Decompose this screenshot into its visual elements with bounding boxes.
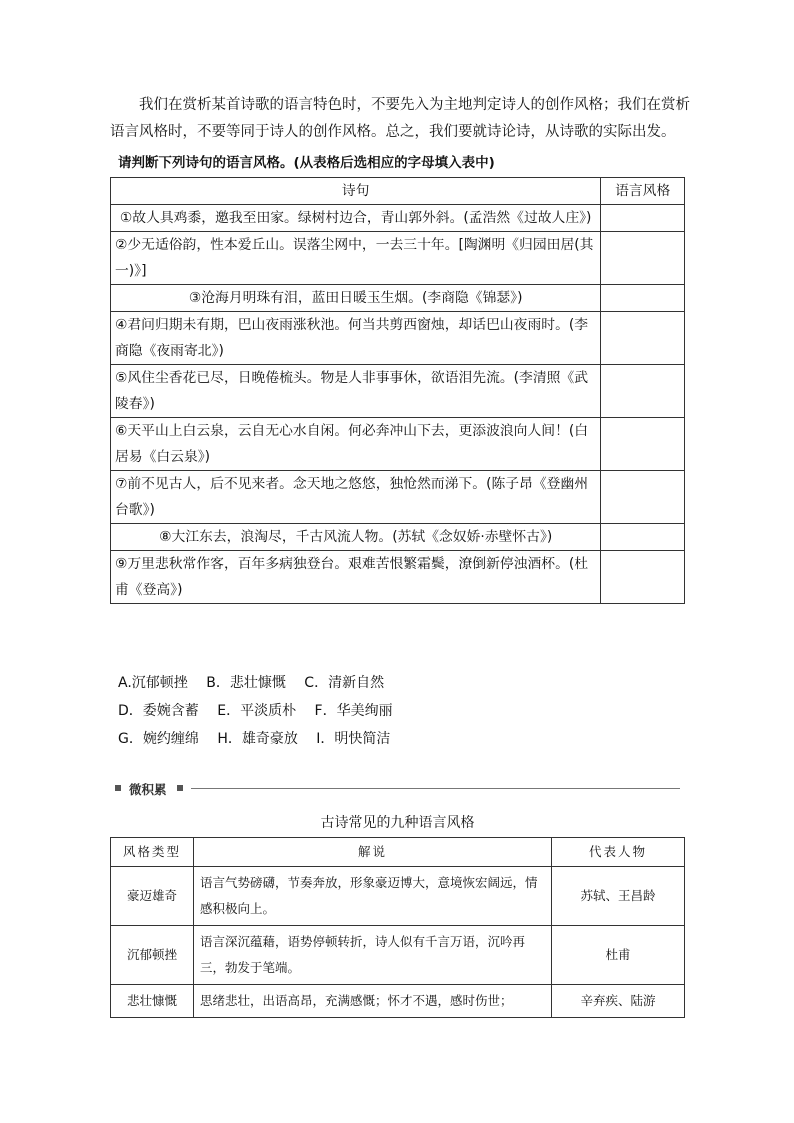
poem-cell: ⑦前不见古人，后不见来者。念天地之悠悠，独怆然而涕下。(陈子昂《登幽州台歌》)	[111, 471, 601, 524]
answer-cell[interactable]	[601, 312, 685, 365]
table-row	[111, 365, 685, 418]
header-poem: 诗句	[111, 178, 601, 205]
table-row	[111, 867, 685, 926]
instruction-text: 请判断下列诗句的语言风格。(从表格后选相应的字母填入表中)	[118, 155, 495, 171]
style-table-title: 古诗常见的九种语言风格	[320, 815, 475, 831]
poem-cell: ⑨万里悲秋常作客，百年多病独登台。艰难苦恨繁霜鬓，潦倒新停浊酒杯。(杜甫《登高》)	[111, 551, 601, 604]
poem-table	[110, 177, 685, 604]
header-people: 代表人物	[552, 838, 685, 867]
square-bullet-icon	[115, 785, 121, 791]
options-row	[118, 697, 407, 725]
style-people-cell: 杜甫	[552, 926, 685, 985]
option-e: E．平淡质朴	[217, 703, 297, 719]
option-f: F．华美绚丽	[314, 703, 393, 719]
table-row	[111, 926, 685, 985]
header-desc: 解说	[194, 838, 552, 867]
square-bullet-icon	[177, 785, 183, 791]
answer-options	[118, 669, 407, 753]
table-row	[111, 985, 685, 1018]
answer-cell[interactable]	[601, 285, 685, 312]
poem-cell: ③沧海月明珠有泪，蓝田日暖玉生烟。(李商隐《锦瑟》)	[111, 285, 601, 312]
option-c: C．清新自然	[304, 675, 385, 691]
header-style: 语言风格	[601, 178, 685, 205]
answer-cell[interactable]	[601, 471, 685, 524]
style-table	[110, 837, 685, 1018]
answer-cell[interactable]	[601, 524, 685, 551]
style-people-cell: 苏轼、王昌龄	[552, 867, 685, 926]
style-people-cell: 辛弃疾、陆游	[552, 985, 685, 1018]
answer-cell[interactable]	[601, 551, 685, 604]
poem-cell: ④君问归期未有期，巴山夜雨涨秋池。何当共剪西窗烛，却话巴山夜雨时。(李商隐《夜雨寄北》)	[111, 312, 601, 365]
answer-cell[interactable]	[601, 205, 685, 232]
divider-line	[191, 788, 680, 789]
option-d: D．委婉含蓄	[118, 703, 199, 719]
intro-paragraph: 我们在赏析某首诗歌的语言特色时，不要先入为主地判定诗人的创作风格；我们在赏析语言风格时，不要等同于诗人的创作风格。总之，我们要就诗论诗，从诗歌的实际出发。	[110, 97, 690, 140]
table-row	[111, 418, 685, 471]
style-desc-cell: 语言气势磅礴，节奏奔放，形象豪迈博大，意境恢宏阔远，情感积极向上。	[194, 867, 552, 926]
options-row	[118, 669, 407, 697]
style-type-cell: 豪迈雄奇	[111, 867, 194, 926]
answer-cell[interactable]	[601, 418, 685, 471]
header-type: 风格类型	[111, 838, 194, 867]
answer-cell[interactable]	[601, 232, 685, 285]
options-row	[118, 725, 407, 753]
section-divider	[115, 780, 680, 796]
poem-cell: ②少无适俗韵，性本爱丘山。误落尘网中，一去三十年。[陶渊明《归园田居(其一)》]	[111, 232, 601, 285]
poem-cell: ①故人具鸡黍，邀我至田家。绿树村边合，青山郭外斜。(孟浩然《过故人庄》)	[111, 205, 601, 232]
table-row	[111, 551, 685, 604]
table-row	[111, 312, 685, 365]
table-row	[111, 285, 685, 312]
style-table-header	[111, 838, 685, 867]
option-i: I．明快简洁	[316, 731, 391, 747]
answer-cell[interactable]	[601, 365, 685, 418]
style-desc-cell: 思绪悲壮，出语高昂，充满感慨；怀才不遇，感时伤世；	[194, 985, 552, 1018]
style-desc-cell: 语言深沉蕴藉，语势停顿转折，诗人似有千言万语，沉吟再三，勃发于笔端。	[194, 926, 552, 985]
poem-cell: ⑧大江东去，浪淘尽，千古风流人物。(苏轼《念奴娇·赤壁怀古》)	[111, 524, 601, 551]
poem-table-header	[111, 178, 685, 205]
option-b: B．悲壮慷慨	[206, 675, 286, 691]
table-row	[111, 524, 685, 551]
style-type-cell: 沉郁顿挫	[111, 926, 194, 985]
option-h: H．雄奇豪放	[217, 731, 298, 747]
poem-cell: ⑤风住尘香花已尽，日晚倦梳头。物是人非事事休，欲语泪先流。(李清照《武陵春》)	[111, 365, 601, 418]
poem-cell: ⑥天平山上白云泉，云自无心水自闲。何必奔冲山下去，更添波浪向人间！(白居易《白云泉》)	[111, 418, 601, 471]
section-label: 微积累	[129, 782, 167, 797]
table-row	[111, 471, 685, 524]
table-row	[111, 232, 685, 285]
style-type-cell: 悲壮慷慨	[111, 985, 194, 1018]
option-g: G．婉约缠绵	[118, 731, 199, 747]
option-a: A.沉郁顿挫	[118, 675, 188, 691]
table-row	[111, 205, 685, 232]
